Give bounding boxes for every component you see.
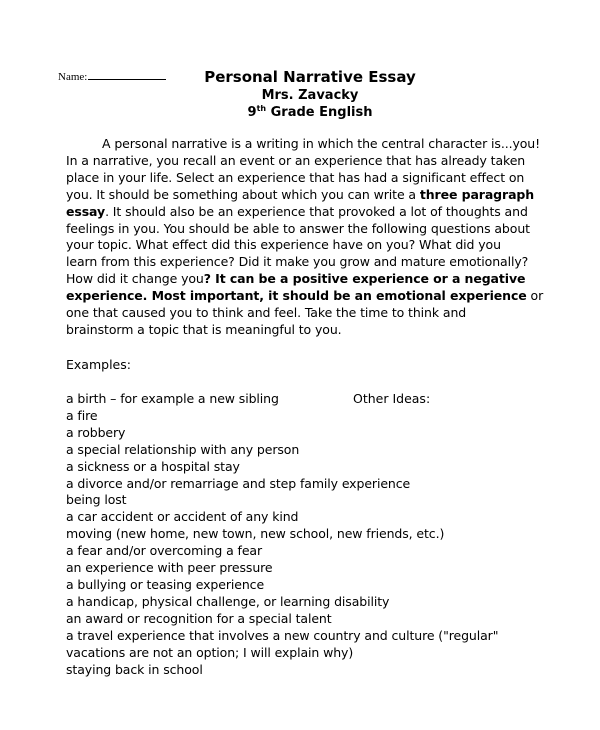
document-title: Personal Narrative Essay (204, 68, 416, 86)
intro-line: learn from this experience? Did it make you grow and mature emotionally? (66, 254, 529, 270)
example-item: a travel experience that involves a new country and culture ("regular" (66, 627, 499, 643)
example-item: moving (new home, new town, new school, new friends, etc.) (66, 526, 445, 542)
intro-line (66, 187, 556, 204)
intro-paragraph (66, 136, 556, 339)
example-item: being lost (66, 492, 127, 508)
example-item: a handicap, physical challenge, or learning disability (66, 593, 390, 609)
intro-line: feelings in you. You should be able to answer the following questions about (66, 220, 530, 236)
intro-bold-text: experience. Most important, it should be an emotional experience (66, 288, 527, 304)
example-item: an award or recognition for a special talent (66, 610, 332, 626)
example-item: a special relationship with any person (66, 441, 300, 457)
intro-line (66, 271, 556, 288)
intro-line: your topic. What effect did this experience have on you? What did you (66, 237, 501, 253)
example-item: staying back in school (66, 661, 203, 677)
intro-line: A personal narrative is a writing in which the central character is...you! (102, 136, 541, 151)
examples-label: Examples: (66, 357, 131, 372)
example-item: a robbery (66, 424, 126, 440)
teacher-name: Mrs. Zavacky (261, 88, 359, 103)
example-item: a bullying or teasing experience (66, 576, 265, 592)
grade-suffix: th (256, 104, 267, 113)
grade-number: 9 (247, 105, 257, 120)
example-item: a divorce and/or remarriage and step family experience (66, 475, 411, 491)
intro-line: one that caused you to think and feel. Take the time to think and (66, 305, 467, 321)
grade-line (10, 104, 600, 120)
example-item: an experience with peer pressure (66, 560, 273, 576)
intro-line: In a narrative, you recall an event or an experience that has already taken (66, 152, 526, 168)
intro-line: brainstorm a topic that is meaningful to you. (66, 321, 342, 337)
example-item: a birth – for example a new sibling (66, 391, 279, 406)
intro-bold-text: essay (66, 203, 106, 219)
name-label: Name: (58, 71, 88, 83)
example-item: a fear and/or overcoming a fear (66, 543, 263, 559)
intro-bold-text: ? It can be a positive experience or a negative (203, 271, 526, 287)
intro-bold-text: three paragraph (419, 186, 535, 202)
intro-text: or (526, 288, 544, 304)
other-ideas-label: Other Ideas: (353, 391, 431, 406)
grade-rest: Grade English (266, 105, 373, 120)
intro-line (66, 204, 556, 221)
example-item: vacations are not an option; I will explain why) (66, 644, 354, 660)
example-item: a sickness or a hospital stay (66, 458, 240, 474)
intro-line: place in your life. Select an experience that has had a significant effect on (66, 169, 525, 185)
examples-list (66, 391, 536, 678)
example-item: a fire (66, 407, 98, 423)
intro-text: How did it change you (66, 271, 204, 287)
intro-text: . It should also be an experience that provoked a lot of thoughts and (105, 203, 528, 219)
intro-line (66, 288, 556, 305)
example-item: a car accident or accident of any kind (66, 509, 299, 525)
intro-text: you. It should be something about which you can write a (66, 186, 420, 202)
